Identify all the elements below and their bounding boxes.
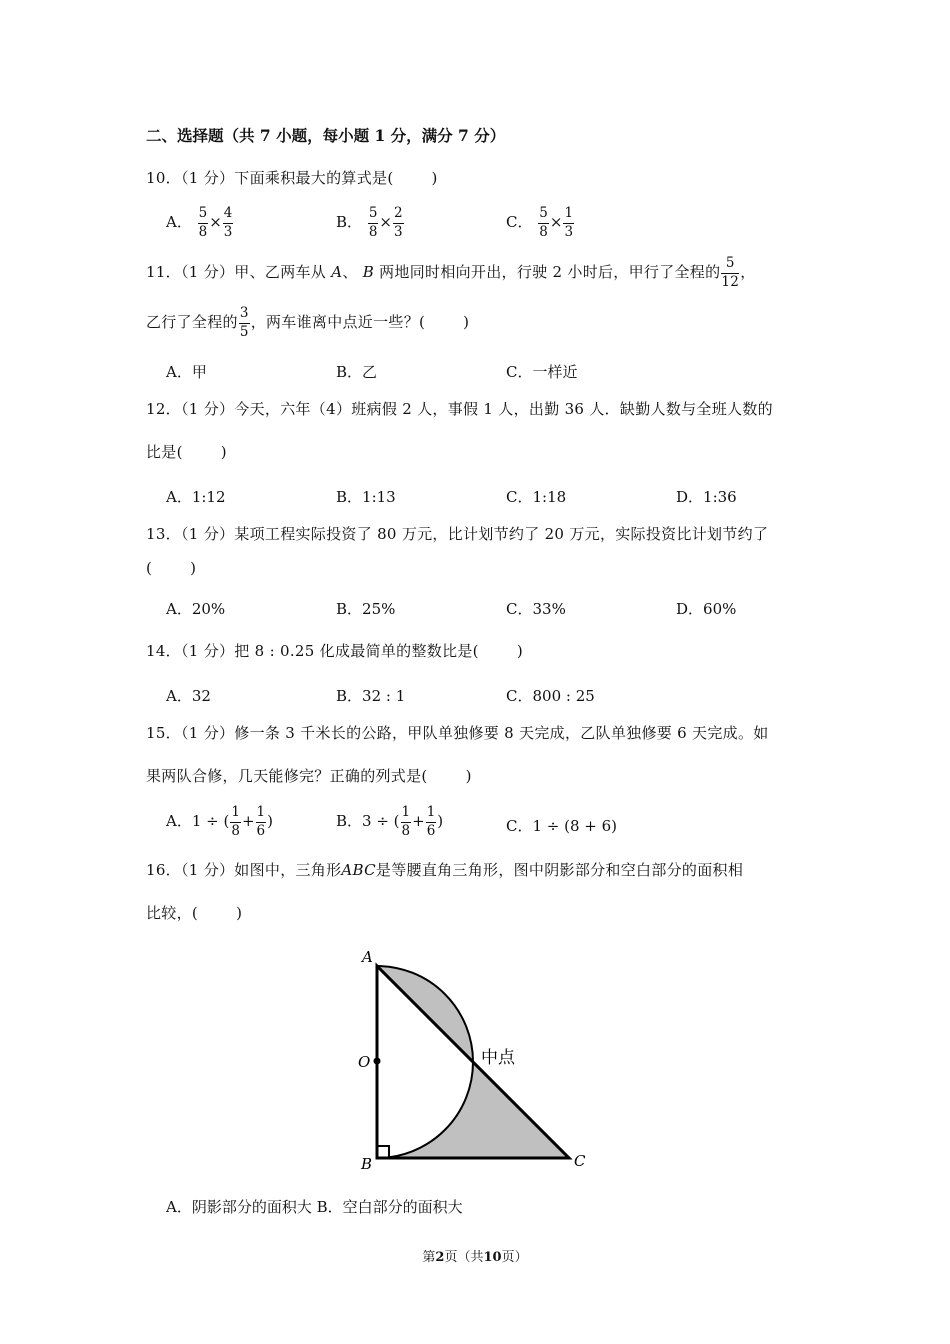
question-13-line-1: 13．（1 分）某项工程实际投资了 80 万元，比计划节约了 20 万元，实际投资比计划节约了 xyxy=(146,525,769,543)
question-12-line-1: 12．（1 分）今天，六年（4）班病假 2 人，事假 1 人，出勤 36 人．缺勤人数与全班人数的 xyxy=(146,400,773,418)
answer-paren-open: ( xyxy=(421,767,428,785)
answer-paren-open: ( xyxy=(191,904,199,922)
option-text: B．3 ÷ ( xyxy=(336,812,400,830)
center-point xyxy=(374,1058,381,1065)
right-angle-mark xyxy=(377,1146,389,1158)
answer-paren-open: ( xyxy=(176,443,183,461)
question-16-options[interactable]: A．阴影部分的面积大 B．空白部分的面积大 xyxy=(166,1198,463,1216)
option-text: ) xyxy=(437,812,444,830)
question-14-option-b[interactable]: B．32 : 1 xyxy=(336,687,406,705)
question-12-option-a[interactable]: A．1:12 xyxy=(166,488,226,506)
answer-paren-open: ( xyxy=(146,559,153,577)
fraction: $\frac{4}{3}$ xyxy=(223,205,233,240)
question-12-line-2 xyxy=(146,441,227,462)
question-10-option-c[interactable] xyxy=(506,207,575,239)
fraction: $\frac{1}{8}$ xyxy=(401,804,411,839)
page-footer xyxy=(0,1246,950,1265)
question-text: 两地同时相向开出，行驶 2 小时后，甲行了全程的 xyxy=(379,263,721,281)
question-text: 10．（1 分）下面乘积最大的算式是 xyxy=(146,169,388,187)
question-15-option-a[interactable] xyxy=(166,806,273,838)
answer-paren-open: ( xyxy=(387,169,394,187)
times-sign: × xyxy=(209,213,222,231)
label-b: B xyxy=(361,1155,373,1173)
answer-paren-close: ) xyxy=(516,642,523,660)
question-16-line-1 xyxy=(146,859,743,880)
plus-sign: + xyxy=(241,812,255,830)
question-text: 14．（1 分）把 8 : 0.25 化成最简单的整数比是 xyxy=(146,642,473,660)
plus-sign: + xyxy=(412,812,425,830)
answer-paren-close: ) xyxy=(236,904,243,922)
answer-paren-close: ) xyxy=(465,767,472,785)
question-11-option-c[interactable]: C．一样近 xyxy=(506,363,578,381)
question-16-line-2 xyxy=(146,902,242,923)
fraction: $\frac{3}{5}$ xyxy=(239,305,249,340)
fraction: $\frac{1}{6}$ xyxy=(256,804,266,839)
question-10-stem xyxy=(146,167,438,188)
label-midpoint: 中点 xyxy=(481,1048,515,1068)
question-11-line-2 xyxy=(146,307,469,339)
answer-paren-close: ) xyxy=(220,443,227,461)
fraction: $\frac{5}{12}$ xyxy=(721,255,740,290)
page-number: 2 xyxy=(435,1250,445,1265)
footer-text: 第 xyxy=(422,1250,436,1265)
fraction: $\frac{5}{8}$ xyxy=(539,205,548,240)
total-pages: 10 xyxy=(483,1250,502,1265)
question-text: 比是 xyxy=(146,443,177,461)
question-12-option-b[interactable]: B．1:13 xyxy=(336,488,396,506)
separator: 、 xyxy=(342,263,358,281)
option-text: ) xyxy=(267,812,273,830)
question-text: 16．（1 分）如图中，三角形 xyxy=(146,861,342,879)
footer-text: 页（共 xyxy=(444,1250,484,1265)
question-15-line-2 xyxy=(146,765,472,786)
triangle-label: ABC xyxy=(341,861,376,879)
question-13-option-b[interactable]: B．25% xyxy=(336,600,396,618)
question-10-option-a[interactable] xyxy=(166,207,234,239)
answer-paren-open: ( xyxy=(419,313,426,331)
point-b-label: B xyxy=(362,263,375,281)
question-11-option-a[interactable]: A．甲 xyxy=(166,363,207,381)
footer-text: 页） xyxy=(501,1250,528,1265)
question-11-line-1 xyxy=(146,257,756,289)
question-13-option-c[interactable]: C．33% xyxy=(506,600,566,618)
question-15-option-b[interactable] xyxy=(336,806,443,838)
triangle-figure xyxy=(350,945,600,1175)
point-a-label: A xyxy=(331,263,343,281)
comma: ， xyxy=(740,263,756,281)
question-text: ，两车谁离中点近一些？ xyxy=(250,313,420,331)
fraction: $\frac{5}{8}$ xyxy=(198,205,208,240)
answer-paren-close: ) xyxy=(431,169,438,187)
option-text: A．1 ÷ ( xyxy=(166,812,230,830)
answer-paren-close: ) xyxy=(463,313,470,331)
question-10-option-b[interactable] xyxy=(336,207,405,239)
option-letter: B． xyxy=(336,213,363,231)
fraction: $\frac{1}{8}$ xyxy=(231,804,240,839)
question-12-option-c[interactable]: C．1:18 xyxy=(506,488,567,506)
question-text: 11．（1 分）甲、乙两车从 xyxy=(146,263,327,281)
label-o: O xyxy=(358,1053,371,1071)
fraction: $\frac{1}{3}$ xyxy=(564,205,574,240)
times-sign: × xyxy=(549,213,563,231)
answer-paren-open: ( xyxy=(472,642,479,660)
question-text: 乙行了全程的 xyxy=(146,313,238,331)
question-13-option-d[interactable]: D．60% xyxy=(676,600,737,618)
question-12-option-d[interactable]: D．1:36 xyxy=(676,488,737,506)
section-title: 二、选择题（共 7 小题，每小题 1 分，满分 7 分） xyxy=(146,126,506,145)
fraction: $\frac{1}{6}$ xyxy=(426,804,436,839)
question-15-line-1: 15．（1 分）修一条 3 千米长的公路，甲队单独修要 8 天完成，乙队单独修要 6 天完成。如 xyxy=(146,724,769,742)
question-text: 比较， xyxy=(146,904,192,922)
question-text: 是等腰直角三角形，图中阴影部分和空白部分的面积相 xyxy=(375,861,744,879)
question-11-option-b[interactable]: B．乙 xyxy=(336,363,378,381)
times-sign: × xyxy=(379,213,392,231)
label-c: C xyxy=(574,1152,586,1170)
question-14-stem xyxy=(146,640,523,661)
option-letter: A． xyxy=(166,213,192,231)
fraction: $\frac{2}{3}$ xyxy=(393,205,403,240)
question-15-option-c[interactable]: C．1 ÷ (8 + 6) xyxy=(506,817,618,835)
question-13-line-2 xyxy=(146,559,196,577)
option-letter: C． xyxy=(506,213,533,231)
question-text: 果两队合修，几天能修完？正确的列式是 xyxy=(146,767,422,785)
question-14-option-a[interactable]: A．32 xyxy=(166,687,211,705)
question-13-option-a[interactable]: A．20% xyxy=(166,600,226,618)
question-14-option-c[interactable]: C．800 : 25 xyxy=(506,687,595,705)
fraction: $\frac{5}{8}$ xyxy=(368,205,378,240)
label-a: A xyxy=(362,948,373,966)
answer-paren-close: ) xyxy=(190,559,197,577)
